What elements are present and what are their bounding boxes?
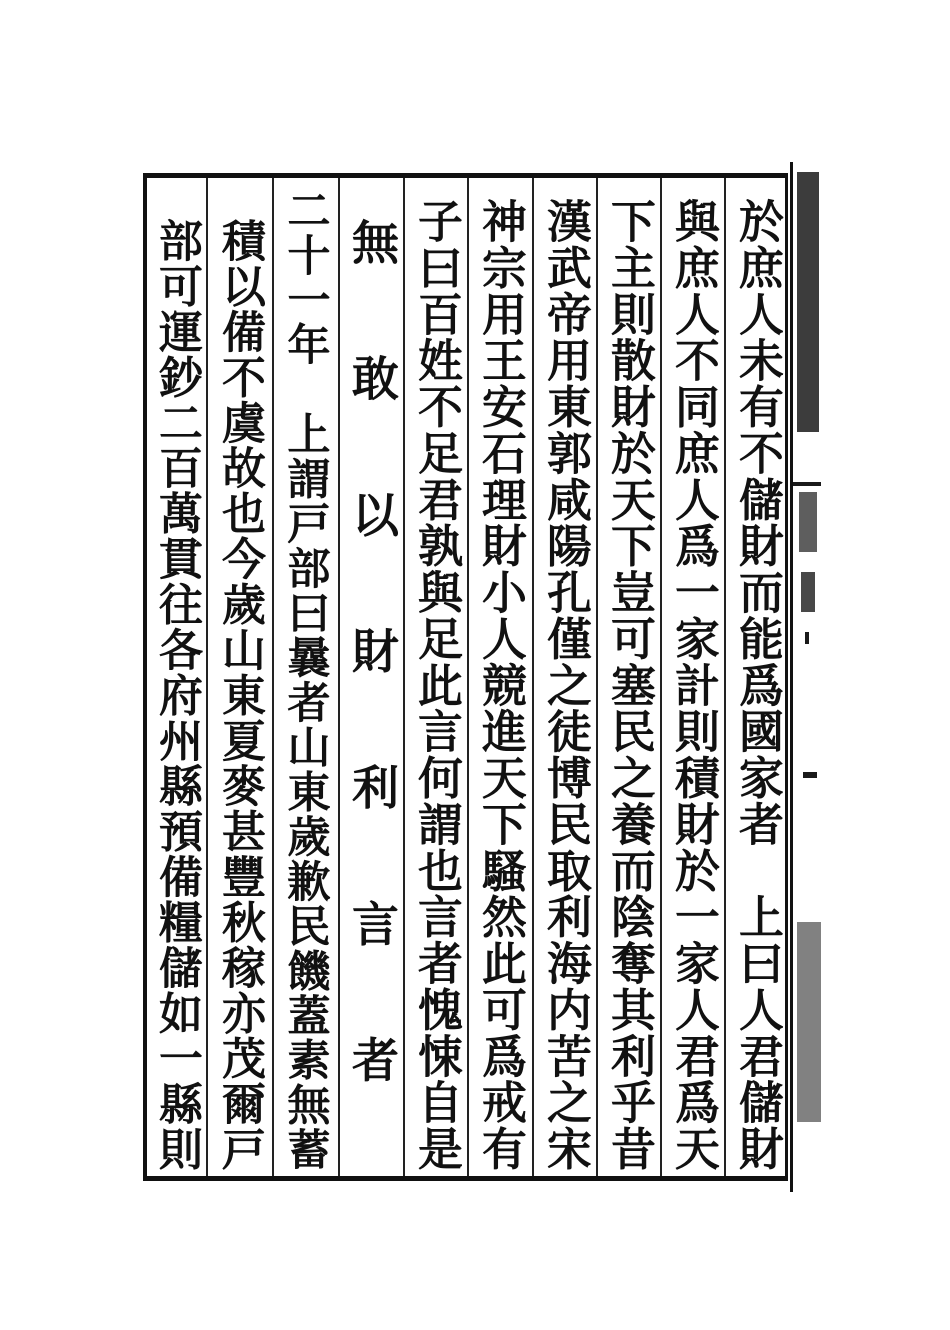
column-text: 積以備不虞故也今歲山東夏麥甚豐秋稼亦茂爾戸	[214, 218, 265, 1172]
column-rule	[724, 178, 726, 1176]
column-rule	[532, 178, 534, 1176]
column-text: 與庶人不同庶人爲一家計則積財於一家人君爲天	[667, 198, 720, 1172]
column-text: 部可運鈔二百萬貫往各府州縣預備糧儲如一縣則	[151, 218, 202, 1172]
column-rule	[206, 178, 208, 1176]
column-rule	[660, 178, 662, 1176]
text-column-7	[341, 218, 401, 1172]
column-rule	[467, 178, 469, 1176]
column-text: 下主則散財於天下豈可塞民之養而陰奪其利乎昔	[603, 198, 656, 1172]
text-column-4	[535, 198, 595, 1172]
text-column-2	[663, 198, 723, 1172]
column-text: 神宗用王安石理財小人競進天下騷然此可爲戒有	[474, 198, 527, 1172]
text-column-5	[470, 198, 530, 1172]
text-column-1	[727, 198, 787, 1172]
text-column-8	[275, 188, 335, 1172]
text-column-9	[209, 218, 269, 1172]
column-text: 於庶人未有不儲財而能爲國家者 上曰人君儲財	[731, 198, 784, 1172]
column-text: 漢武帝用東郭咸陽孔僅之徒博民取利海内苦之宋	[539, 198, 592, 1172]
book-fold-margin	[790, 162, 830, 1192]
column-rule	[272, 178, 274, 1176]
column-rule	[596, 178, 598, 1176]
text-column-6	[406, 198, 466, 1172]
column-text: 二十一年 上謂戸部曰曩者山東歲歉民饑蓋素無蓄	[280, 188, 331, 1172]
column-rule	[338, 178, 340, 1176]
column-text: 無敢以財利言者	[344, 218, 399, 1172]
column-text: 子曰百姓不足君孰與足此言何謂也言者愧悚自是	[410, 198, 463, 1172]
text-column-10	[146, 218, 206, 1172]
text-column-3	[599, 198, 659, 1172]
column-rule	[403, 178, 405, 1176]
